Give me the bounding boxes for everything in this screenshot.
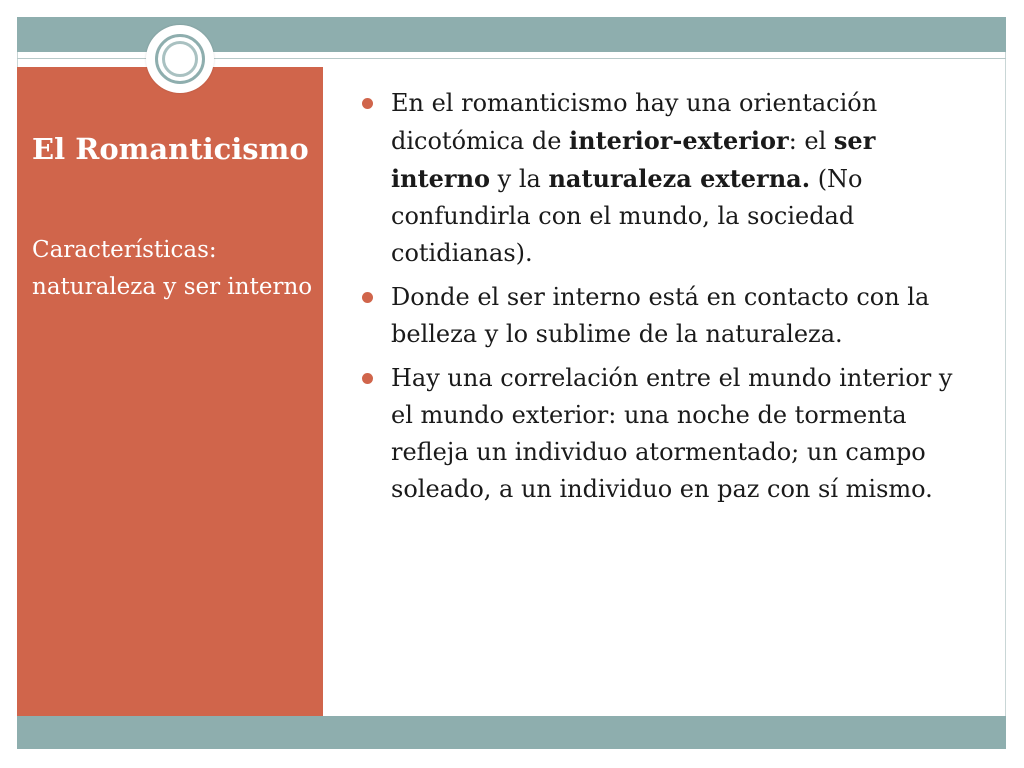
bullet-part: : el [788,127,834,155]
bullet-part: (No confundirla con el mundo, la sociedad cotidianas). [391,165,863,267]
round-bullet-icon [362,98,373,109]
round-bullet-icon [362,292,373,303]
logo-ring-icon [155,34,205,84]
round-bullet-icon [362,373,373,384]
bottom-band [17,716,1006,749]
bullet-part-bold: ser interno [391,126,876,193]
logo-core-ring-icon [162,41,198,77]
bullet-item [362,85,972,272]
bullet-list [362,85,972,515]
bullet-part: En el romanticismo hay una orientación dicotómica de [391,89,878,155]
bullet-item [362,279,972,353]
bullet-part: Donde el ser interno está en contacto con la belleza y lo sublime de la naturaleza. [391,283,930,348]
bullet-part-bold: interior-exterior [569,126,789,155]
bullet-part: Hay una correlación entre el mundo interior y el mundo exterior: una noche de tormenta refleja un individuo atormentado; un campo soleado, a un individuo en paz con sí mismo. [391,364,953,503]
bullet-part: y la [490,165,549,193]
concentric-circle-logo-icon [146,25,214,93]
bullet-item [362,360,972,508]
slide-subtitle: Características: naturaleza y ser interno [32,237,313,300]
slide-title: El Romanticismo [32,132,309,166]
bullet-part-bold: naturaleza externa. [548,164,811,193]
